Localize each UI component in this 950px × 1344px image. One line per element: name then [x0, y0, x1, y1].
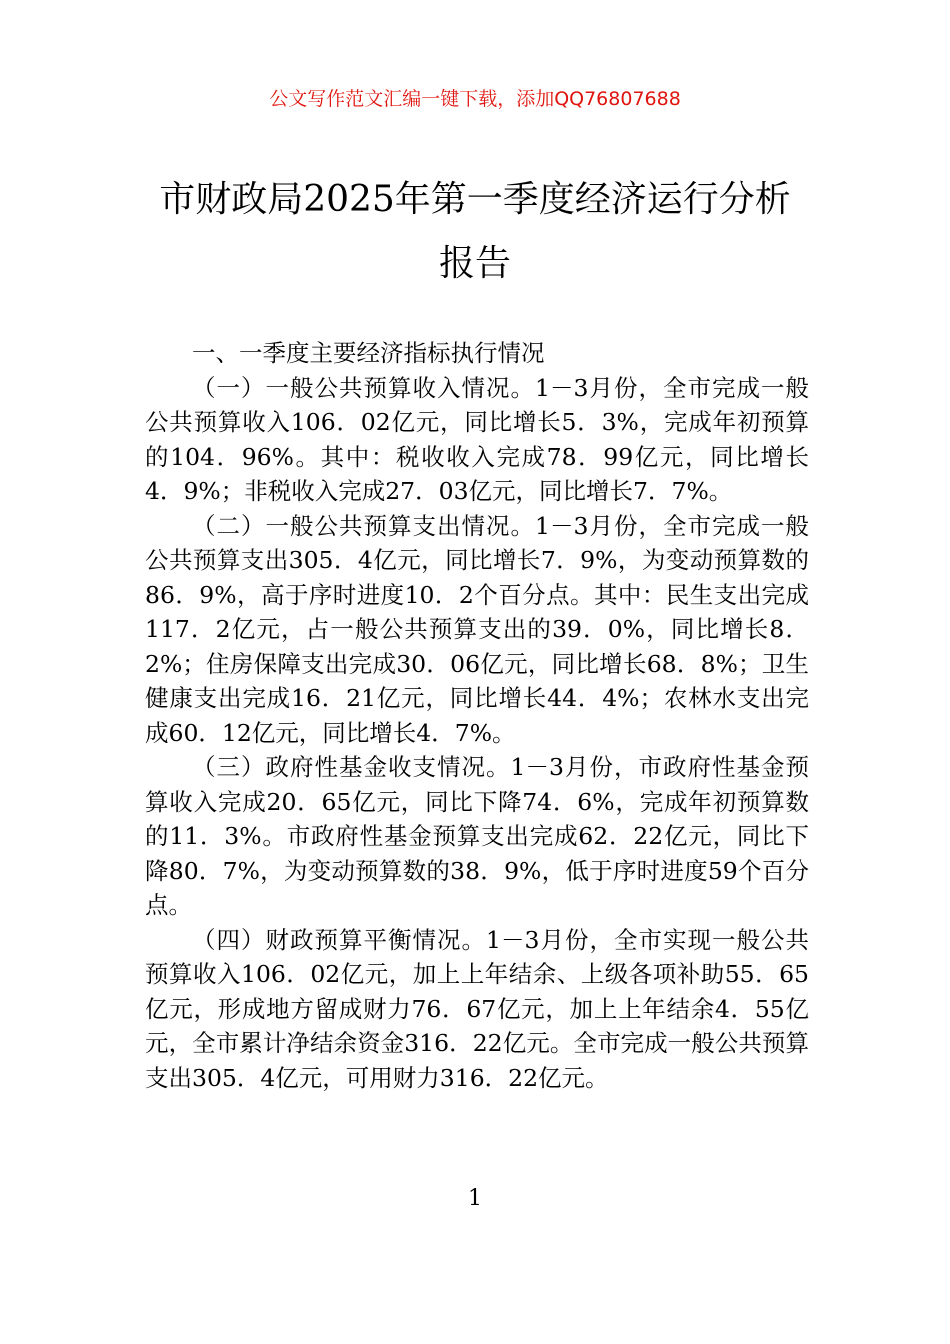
page-number: 1: [468, 1186, 482, 1211]
section-heading: 一、一季度主要经济指标执行情况: [192, 339, 545, 367]
paragraph-expenditure: （二）一般公共预算支出情况。1－3月份，全市完成一般公共预算支出305．4亿元，同比增长7．9%，为变动预算数的86．9%，高于序时进度10．2个百分点。其中：民生支出完成117．2亿元，占一般公共预算支出的39．0%，同比增长8．2%；住房保障支出完成30．06亿元，同比增长68．8%；卫生健康支出完成16．21亿元，同比增长44．4%；农林水支出完成60．12亿元，同比增长4．7%。: [145, 511, 809, 747]
document-title: 市财政局2025年第一季度经济运行分析报告: [159, 179, 791, 284]
paragraph-government-fund: （三）政府性基金收支情况。1－3月份，市政府性基金预算收入完成20．65亿元，同比下降74．6%，完成年初预算数的11．3%。市政府性基金预算支出完成62．22亿元，同比下降80．7%，为变动预算数的38．9%，低于序时进度59个百分点。: [145, 753, 809, 919]
document-body: [145, 336, 809, 1095]
paragraph-revenue: （一）一般公共预算收入情况。1－3月份，全市完成一般公共预算收入106．02亿元，同比增长5．3%，完成年初预算的104．96%。其中：税收收入完成78．99亿元，同比增长4．9%；非税收入完成27．03亿元，同比增长7．7%。: [145, 373, 809, 505]
download-banner: 公文写作范文汇编一键下载，添加QQ76807688: [269, 88, 681, 110]
paragraph-budget-balance: （四）财政预算平衡情况。1－3月份，全市实现一般公共预算收入106．02亿元，加上上年结余、上级各项补助55．65亿元，形成地方留成财力76．67亿元，加上上年结余4．55亿元，全市累计净结余资金316．22亿元。全市完成一般公共预算支出305．4亿元，可用财力316．22亿元。: [145, 925, 809, 1092]
